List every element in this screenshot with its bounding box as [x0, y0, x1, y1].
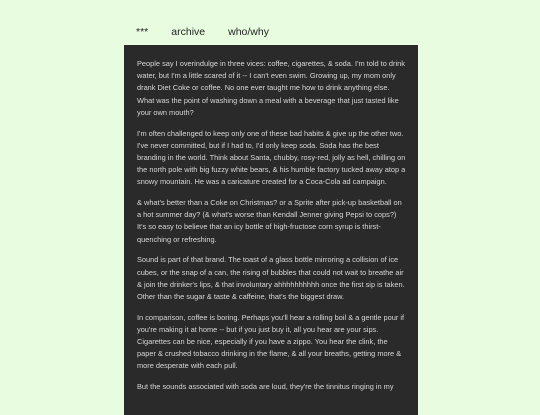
- top-navigation: [136, 26, 292, 38]
- nav-who-why-link[interactable]: who/why: [228, 26, 269, 38]
- nav-home-link[interactable]: ***: [136, 26, 149, 38]
- post-paragraph: I'm often challenged to keep only one of these bad habits & give up the other two. I've never committed, but if I had to, I'd only keep soda. Soda has the best branding in the world. Think about Santa, chubby, rosy-red, jolly as hell, chilling on the north pole with big fuzzy white bears, & his humble factory tucked away atop a snowy mountain. He was a caricature created for a Coca-Cola ad campaign.: [137, 128, 406, 187]
- nav-archive-link[interactable]: archive: [171, 26, 206, 38]
- blog-post: [124, 45, 418, 415]
- post-paragraph: Sound is part of that brand. The toast of a glass bottle mirroring a collision of ice cubes, or the snap of a can, the rising of bubbles that could not wait to breathe air & join the drinker's lips, & that involuntary ahhhhhhhhhh once the first sip is taken. Other than the sugar & taste & caffeine, that's the biggest draw.: [137, 255, 405, 301]
- post-paragraph: People say I overindulge in three vices: coffee, cigarettes, & soda. I'm told to drink water, but I'm a little scared of it -- I can't even swim. Growing up, my mom only drank Diet Coke or coffee. No one ever taught me how to drink anything else. What was the point of washing down a meal with a beverage that just tasted like your own mouth?: [137, 59, 405, 117]
- post-paragraph: & what's better than a Coke on Christmas? or a Sprite after pick-up basketball on a hot summer day? (& what's worse than Kendall Jenner giving Pepsi to cops?) It's so easy to believe that an icy bottle of high-fructose corn syrup is thirst-quenching or refreshing.: [137, 198, 402, 244]
- post-paragraph: But the sounds associated with soda are loud, they're the tinnitus ringing in my: [137, 382, 394, 392]
- post-paragraph: In comparison, coffee is boring. Perhaps you'll hear a rolling boil & a gentle pour if you're making it at home -- but if you just buy it, all you hear are your sips. Cigarettes can be nice, especially if you have a zippo. You hear the clink, the paper & crushed tobacco drinking in the flame, & all your breaths, getting more & more desperate with each pull.: [137, 312, 405, 371]
